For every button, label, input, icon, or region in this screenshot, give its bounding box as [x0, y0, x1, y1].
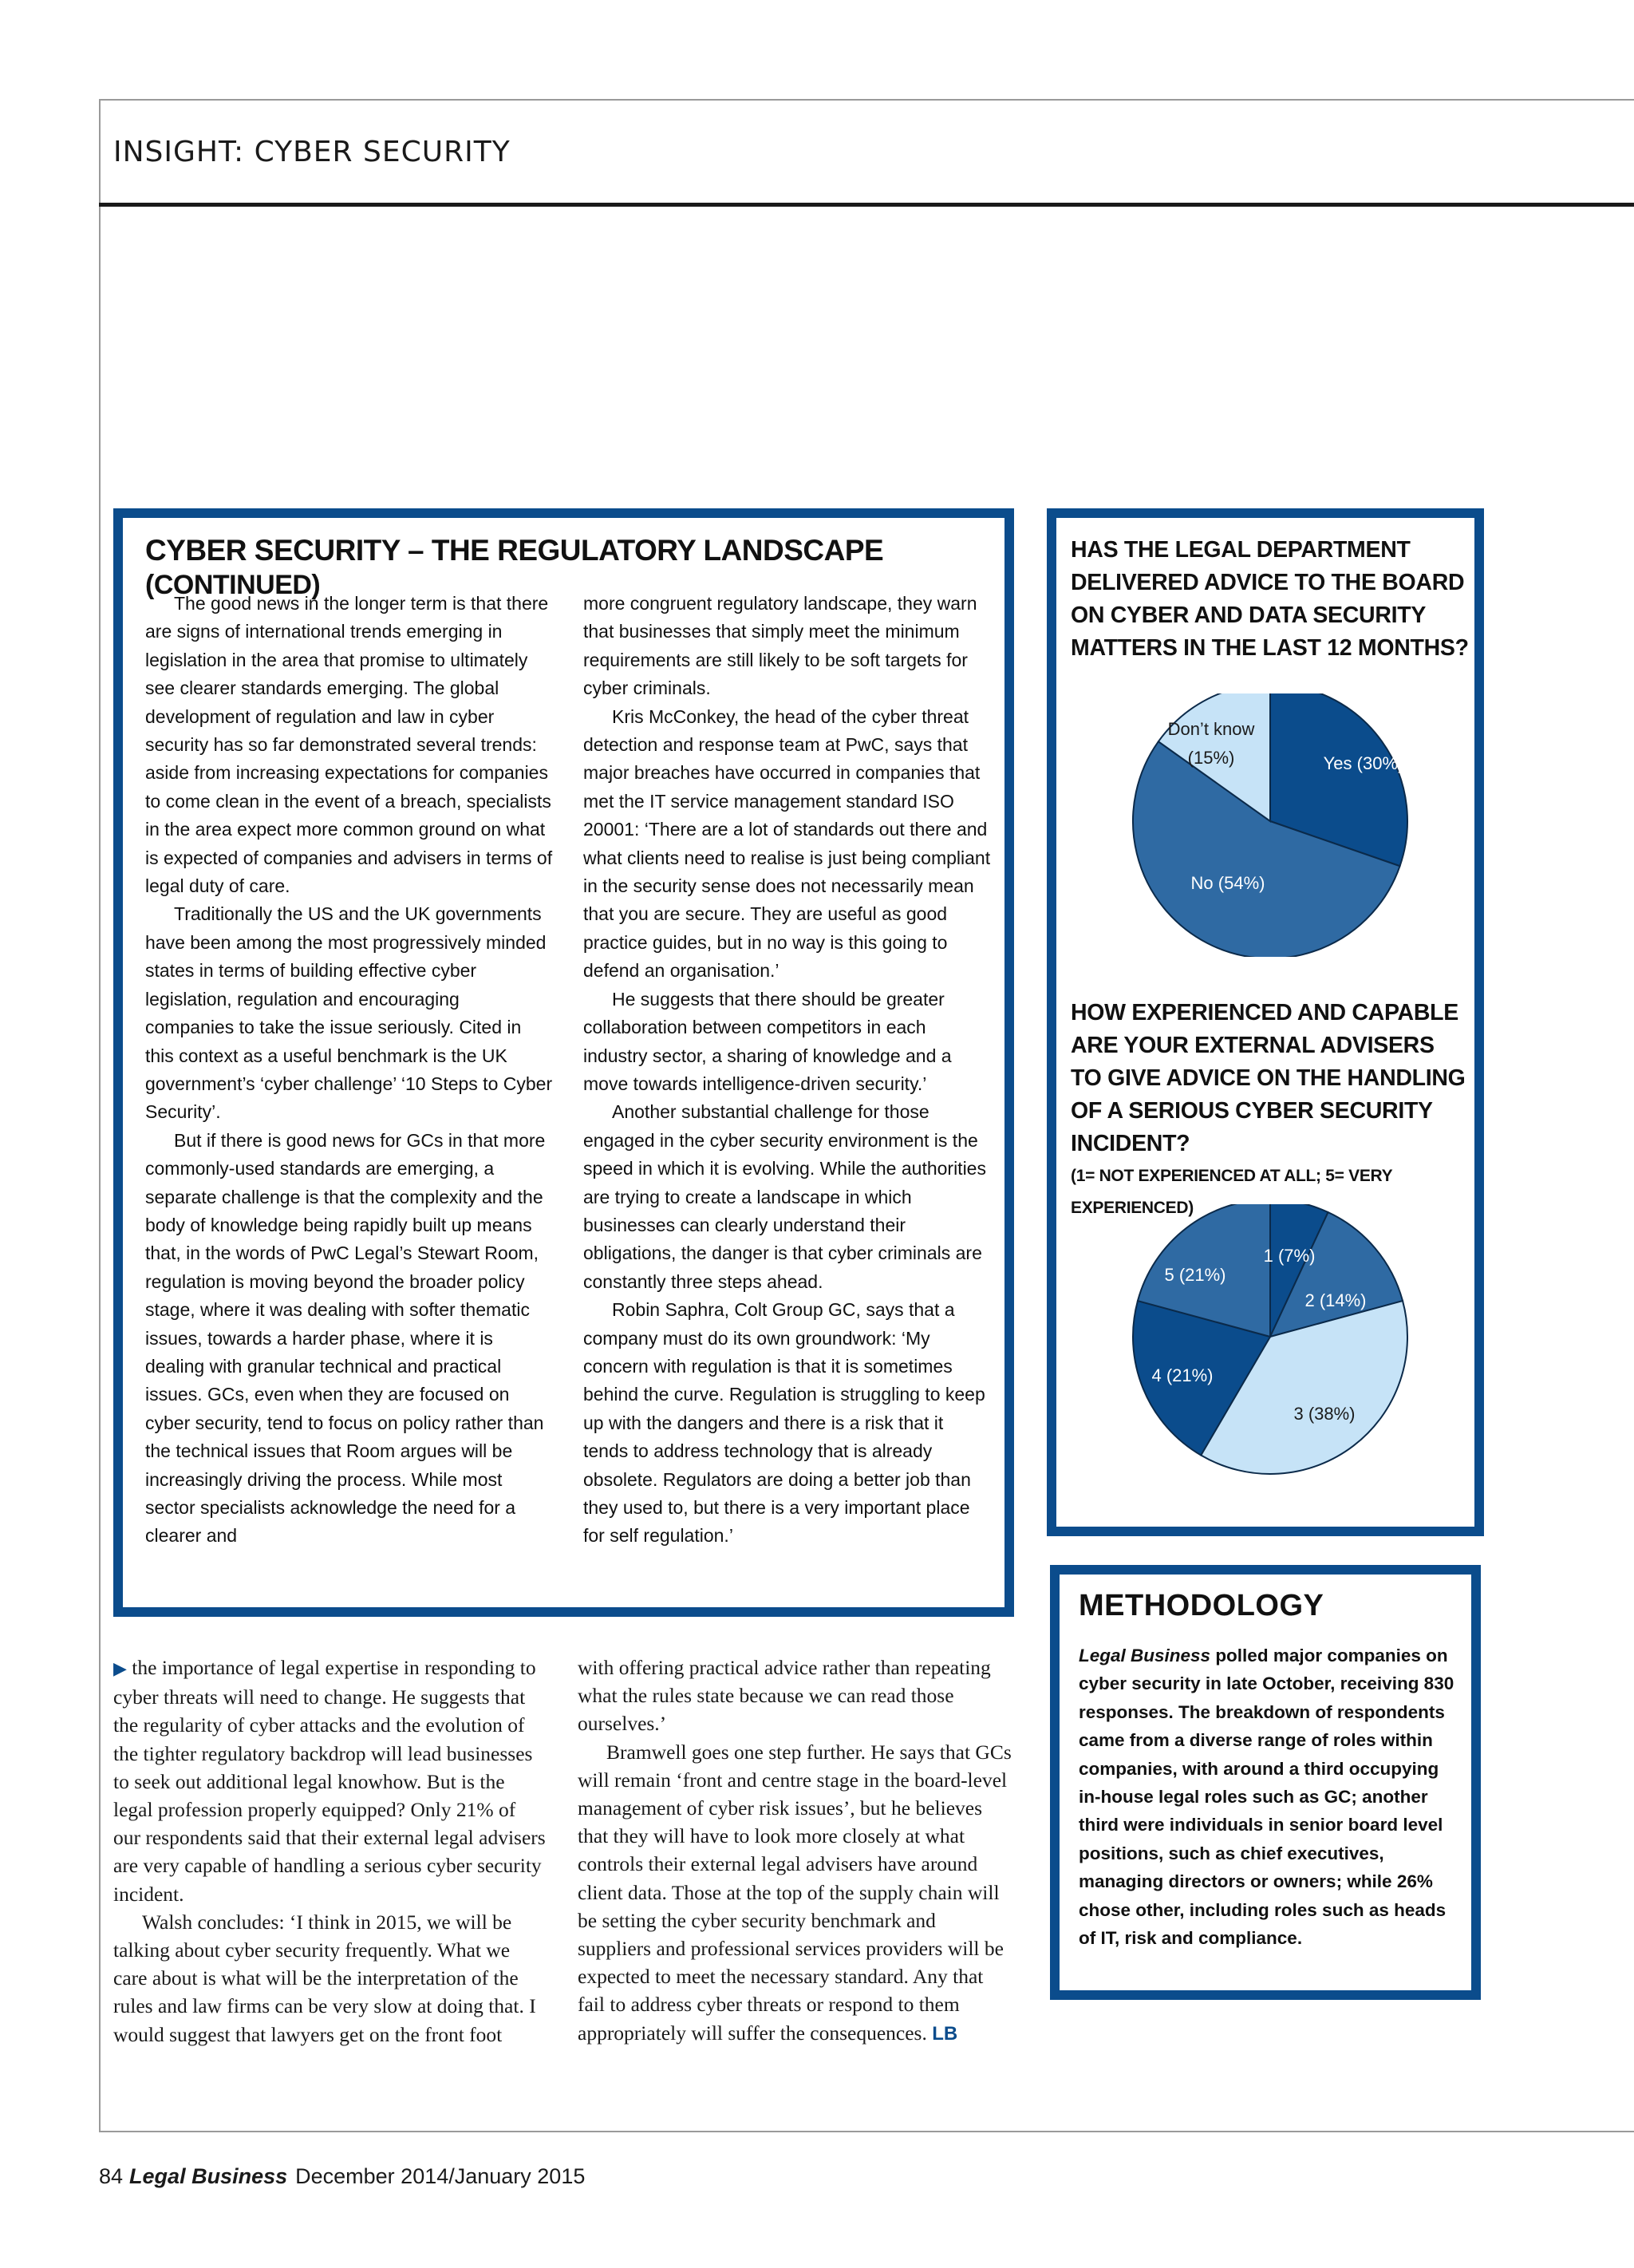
chart-1-title: HAS THE LEGAL DEPARTMENT DELIVERED ADVICE TO THE BOARD ON CYBER AND DATA SECURITY MATTERS IN THE LAST 12 MONTHS?	[1071, 537, 1469, 661]
pie-label-don-t-know: Don’t know	[1167, 719, 1255, 739]
page-frame-top	[99, 99, 1634, 101]
pie-label-3: 3 (38%)	[1293, 1404, 1356, 1424]
article-paragraph-text: the importance of legal expertise in responding to cyber threats will need to change. He suggests that the regularity of cyber attacks and the evolution of the tighter regulatory backdrop will lead businesses to seek out additional legal knowhow. But is the legal profession properly equipped? Only 21% of our respondents said that their external legal advisers are very capable of handling a serious cyber security incident.	[113, 1656, 546, 1906]
continued-arrow-icon: ▶	[113, 1659, 127, 1679]
regulatory-column-2	[583, 590, 991, 1551]
pie-chart-adviser-experience	[1056, 1204, 1474, 1492]
pie-label-don-t-know: (15%)	[1187, 748, 1235, 768]
survey-charts-box	[1047, 508, 1484, 1536]
issue-date: December 2014/January 2015	[295, 2164, 586, 2188]
methodology-box	[1050, 1565, 1481, 2000]
methodology-publication: Legal Business	[1079, 1646, 1211, 1665]
page-frame-left	[99, 99, 101, 2132]
regulatory-column-1	[145, 590, 553, 1551]
methodology-body: polled major companies on cyber security in late October, receiving 830 responses. The breakdown of respondents came from a diverse range of roles within companies, with around a third occupying in-house legal roles such as GC; another third were individuals in senior board level positions, such as chief executives, managing directors or owners; while 26% chose other, including roles such as heads of IT, risk and compliance.	[1079, 1646, 1454, 1949]
chart-2-title-block	[1071, 997, 1470, 1224]
author-signoff: LB	[932, 2022, 958, 2045]
regulatory-paragraph: Traditionally the US and the UK governments have been among the most progressively minded states in terms of building effective cyber legislation, regulation and encouraging companies to take the issue seriously. Cited in this context as a useful benchmark is the UK government’s ‘cyber challenge’ ‘10 Steps to Cyber Security’.	[145, 903, 553, 1123]
page-number: 84	[99, 2164, 124, 2188]
page-frame-bottom	[99, 2131, 1634, 2132]
pie-label-yes: Yes (30%)	[1323, 753, 1404, 773]
article-column-left	[113, 1654, 547, 2049]
regulatory-title-suffix: (CONTINUED)	[145, 570, 321, 600]
regulatory-paragraph: He suggests that there should be greater collaboration between competitors in each industry sector, a sharing of knowledge and a move towards intelligence-driven security.’	[583, 988, 952, 1094]
pie-chart-board-advice	[1056, 693, 1474, 957]
pie-label-5: 5 (21%)	[1164, 1265, 1226, 1285]
regulatory-paragraph: more congruent regulatory landscape, they warn that businesses that simply meet the minimum requirements are still likely to be soft targets for cyber criminals.	[583, 593, 977, 699]
section-heading: INSIGHT: CYBER SECURITY	[113, 136, 511, 168]
regulatory-landscape-box	[113, 508, 1014, 1617]
regulatory-title-main: CYBER SECURITY – THE REGULATORY LANDSCAPE	[145, 534, 884, 567]
regulatory-paragraph: Robin Saphra, Colt Group GC, says that a company must do its own groundwork: ‘My concern with regulation is that it is sometimes behind the curve. Regulation is struggling to keep up with the dangers and there is a risk that it tends to address technology that is already obsolete. Regulators are doing a better job than they used to, but there is a very important place for self regulation.’	[583, 1299, 985, 1547]
magazine-name: Legal Business	[129, 2164, 288, 2188]
article-paragraph	[113, 1654, 547, 1908]
article-paragraph	[578, 1738, 1013, 2048]
regulatory-paragraph: Another substantial challenge for those engaged in the cyber security environment is the speed in which it is evolving. While the authorities are trying to create a landscape in which businesses can clearly understand their obligations, the danger is that cyber criminals are constantly three steps ahead.	[583, 1101, 986, 1292]
section-rule	[99, 203, 1634, 207]
regulatory-columns	[145, 590, 991, 1551]
article-column-right	[578, 1654, 1013, 2048]
pie-label-no: No (54%)	[1190, 873, 1265, 893]
methodology-title: METHODOLOGY	[1079, 1589, 1324, 1622]
regulatory-paragraph: But if there is good news for GCs in that more commonly-used standards are emerging, a separate challenge is that the complexity and the body of knowledge being rapidly built up means that, in the words of PwC Legal’s Stewart Room, regulation is moving beyond the broader policy stage, where it was dealing with softer thematic issues, towards a harder phase, where it is dealing with granular technical and practical issues. GCs, even when they are focused on cyber security, tend to focus on policy rather than the technical issues that Room argues will be increasingly driving the process. While most sector specialists acknowledge the need for a clearer and	[145, 1129, 546, 1547]
page-footer	[99, 2164, 585, 2189]
methodology-text	[1079, 1642, 1462, 1952]
article-paragraph: with offering practical advice rather than repeating what the rules state because we can read those ourselves.’	[578, 1656, 991, 1736]
article-paragraph: Walsh concludes: ‘I think in 2015, we will be talking about cyber security frequently. What we care about is what will be the interpretation of the rules and law firms can be very slow at doing that. I would suggest that lawyers get on the front foot	[113, 1910, 536, 2046]
chart-2-title: HOW EXPERIENCED AND CAPABLE ARE YOUR EXTERNAL ADVISERS TO GIVE ADVICE ON THE HANDLING OF A SERIOUS CYBER SECURITY INCIDENT?	[1071, 1000, 1466, 1156]
regulatory-paragraph: Kris McConkey, the head of the cyber threat detection and response team at PwC, says that major breaches have occurred in companies that met the IT service management standard ISO 20001: ‘There are a lot of standards out there and what clients need to realise is just being compliant in the security sense does not necessarily mean that you are secure. They are useful as good practice guides, but in no way is this going to defend an organisation.’	[583, 705, 991, 982]
regulatory-paragraph: The good news in the longer term is that there are signs of international trends emerging in legislation in the area that promise to ultimately see clearer standards emerging. The global development of regulation and law in cyber security has so far demonstrated several trends: aside from increasing expectations for companies to come clean in the event of a breach, specialists in the area expect more common ground on what is expected of companies and advisers in terms of legal duty of care.	[145, 593, 553, 897]
pie-label-4: 4 (21%)	[1151, 1365, 1214, 1385]
pie-label-1: 1 (7%)	[1263, 1246, 1316, 1266]
pie-label-2: 2 (14%)	[1304, 1290, 1367, 1310]
article-paragraph-text: Bramwell goes one step further. He says that GCs will remain ‘front and centre stage in the board-level management of cyber risk issues’, but he believes that they will have to look more closely at what controls their external legal advisers have around client data. Those at the top of the supply chain will be setting the cyber security benchmark and suppliers and professional services providers will be expected to meet the necessary standard. Any that fail to address cyber threats or respond to them appropriately will suffer the consequences.	[578, 1740, 1012, 2045]
chart-2-subtitle: (1= NOT EXPERIENCED AT ALL; 5= VERY EXPERIENCED)	[1071, 1167, 1392, 1217]
